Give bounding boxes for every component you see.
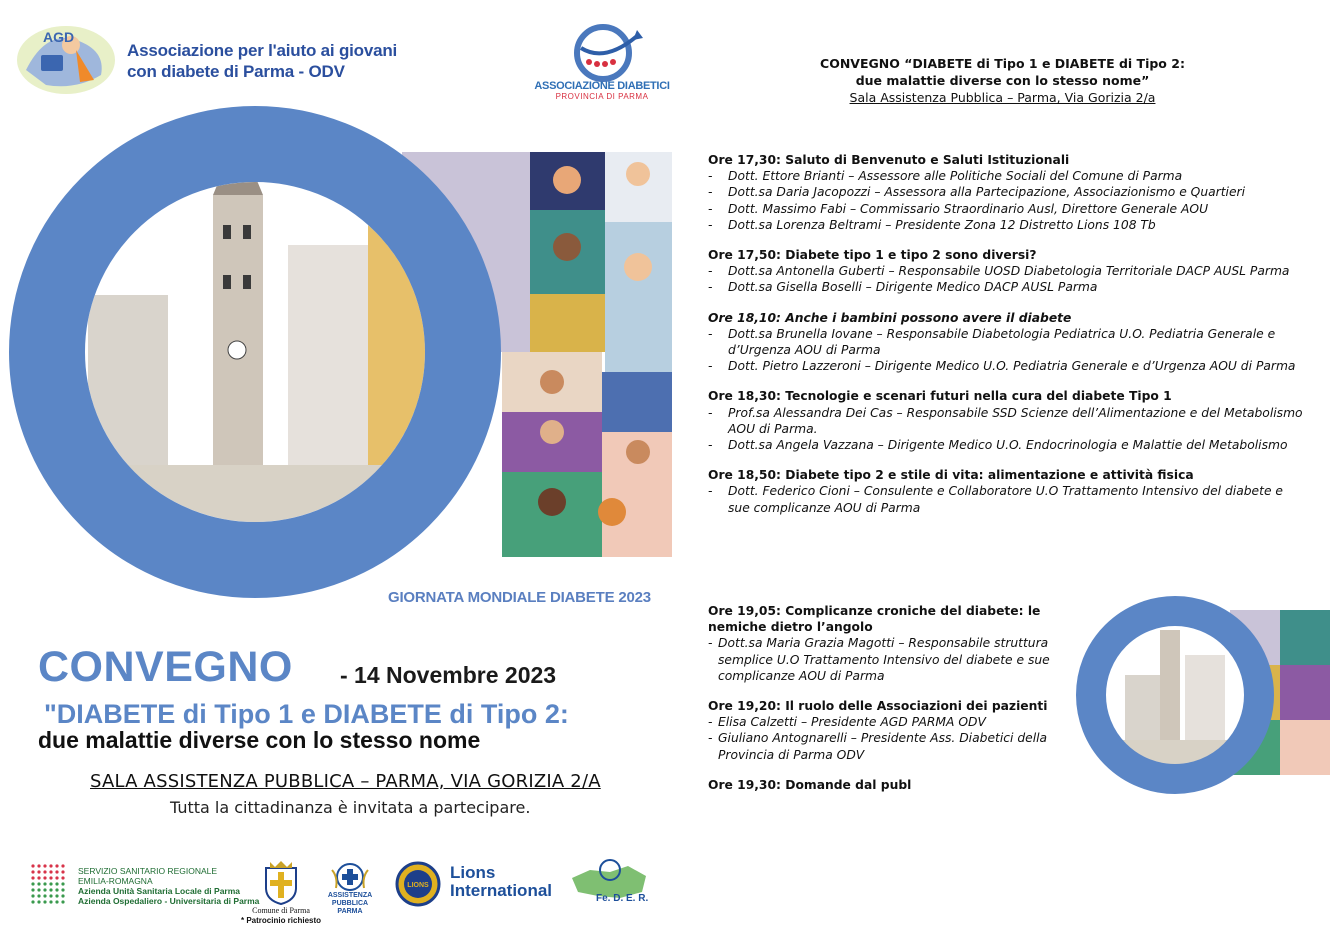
program-slot (708, 777, 1076, 793)
program-slot-title: Ore 18,10: Anche i bambini possono avere il diabete (708, 310, 1072, 325)
program-header-venue: Sala Assistenza Pubblica – Parma, Via Gorizia 2/a (849, 90, 1156, 105)
program-speaker-text: Dott. Pietro Lazzeroni – Dirigente Medico U.O. Pediatria Generale e d’Urgenza AOU di Parma (728, 359, 1296, 374)
program-slot (708, 310, 1308, 375)
bullet-dash: - (708, 185, 713, 200)
ap-line1: ASSISTENZA (327, 892, 373, 899)
program-slot (708, 152, 1308, 233)
program-speaker (708, 201, 1308, 217)
bullet-dash: - (708, 201, 713, 216)
small-blue-ring-illustration (1075, 595, 1275, 795)
program-speaker (708, 730, 1076, 762)
lions-badge-text: LIONS (407, 882, 429, 889)
program-speaker (708, 168, 1308, 184)
program-speaker (708, 483, 1308, 515)
agd-association-name (127, 40, 397, 82)
program-speaker-text: Prof.sa Alessandra Dei Cas – Responsabile SSD Scienze dell’Alimentazione e del Metabolismo AOU di Parma. (728, 405, 1303, 436)
feder-label: Fe. D. E. R. (596, 893, 649, 904)
ssr-line4: Azienda Ospedaliero - Universitaria di Parma (78, 896, 260, 906)
ap-line2: PUBBLICA (331, 900, 369, 907)
ssr-text (78, 866, 259, 906)
program-speaker (708, 437, 1308, 453)
program-slot-title: Ore 18,30: Tecnologie e scenari futuri nella cura del diabete Tipo 1 (708, 389, 1172, 404)
ssr-line1: SERVIZIO SANITARIO REGIONALE (78, 866, 218, 876)
agd-name-line1: Associazione per l'aiuto ai giovani (127, 41, 398, 60)
program-schedule (708, 152, 1308, 530)
program-speaker-text: Elisa Calzetti – Presidente AGD PARMA ODV (718, 715, 986, 730)
lions-international-label (450, 864, 552, 900)
program-speaker (708, 358, 1308, 374)
program-slot-title: Ore 17,50: Diabete tipo 1 e tipo 2 sono diversi? (708, 248, 1037, 263)
program-slot (708, 698, 1076, 763)
program-schedule-continued (708, 603, 1076, 807)
program-speaker (708, 217, 1308, 233)
program-speaker (708, 184, 1308, 200)
program-slot-title: Ore 17,30: Saluto di Benvenuto e Saluti Istituzionali (708, 153, 1070, 167)
bullet-dash: - (708, 438, 713, 453)
assistenza-pubblica-logo (330, 860, 370, 894)
bullet-dash: - (708, 169, 713, 184)
convegno-title-line2: due malattie diverse con lo stesso nome (38, 727, 481, 753)
program-speaker (708, 326, 1308, 358)
convegno-title-line1: "DIABETE di Tipo 1 e DIABETE di Tipo 2: (44, 699, 569, 729)
program-slot-title: Ore 18,50: Diabete tipo 2 e stile di vita: alimentazione e attività fisica (708, 468, 1194, 483)
assoc-name-line2: PROVINCIA DI PARMA (555, 92, 649, 101)
lions-line2: International (450, 881, 553, 900)
lions-international-emblem-icon (394, 861, 442, 907)
program-header-title2: due malattie diverse con lo stesso nome” (855, 73, 1150, 88)
assistenza-pubblica-label (325, 892, 375, 916)
program-speaker-text: Dott.sa Daria Jacopozzi – Assessora alla Partecipazione, Associazionismo e Quartieri (728, 185, 1246, 200)
program-slot (708, 388, 1308, 453)
bullet-dash: - (708, 636, 713, 651)
bullet-dash: - (708, 280, 713, 295)
program-speaker-text: Dott. Federico Cioni – Consulente e Collaboratore U.O Trattamento Intensivo del diabete e sue complicanze AOU di Parma (728, 484, 1283, 515)
program-speaker (708, 405, 1308, 437)
assoc-name-line1: ASSOCIAZIONE DIABETICI (534, 80, 670, 92)
convegno-date: - 14 Novembre 2023 (340, 662, 557, 688)
patrocinio-note: * Patrocinio richiesto (241, 916, 322, 925)
ssr-line3: Azienda Unità Sanitaria Locale di Parma (78, 886, 241, 896)
program-header-title1: CONVEGNO “DIABETE di Tipo 1 e DIABETE di Tipo 2: (820, 56, 1185, 71)
program-speaker-text: Dott. Massimo Fabi – Commissario Straordinario Ausl, Direttore Generale AOU (728, 201, 1209, 216)
program-speaker-text: Dott. Ettore Brianti – Assessore alle Politiche Sociali del Comune di Parma (728, 169, 1183, 184)
lions-line1: Lions (450, 863, 496, 882)
program-slot (708, 603, 1076, 684)
bullet-dash: - (708, 715, 713, 730)
ssr-line2: EMILIA-ROMAGNA (78, 876, 153, 886)
blue-ring-city-illustration (8, 105, 503, 600)
associazione-diabetici-name (532, 80, 672, 101)
bullet-dash: - (708, 217, 713, 232)
program-speaker-text: Dott.sa Brunella Iovane – Responsabile Diabetologia Pediatrica U.O. Pediatria Generale e d’Urgenza AOU di Parma (728, 326, 1276, 358)
agd-name-line2: con diabete di Parma - ODV (127, 62, 345, 81)
giornata-mondiale-label: GIORNATA MONDIALE DIABETE 2023 (388, 589, 651, 606)
bullet-dash: - (708, 326, 713, 341)
program-speaker (708, 635, 1076, 684)
bullet-dash: - (708, 405, 713, 420)
bullet-dash: - (708, 731, 713, 746)
convegno-invitation: Tutta la cittadinanza è invitata a partecipare. (170, 798, 531, 817)
program-speaker-text: Dott.sa Gisella Boselli – Dirigente Medico DACP AUSL Parma (728, 280, 1098, 295)
program-slot-title: Ore 19,30: Domande dal publ (708, 777, 912, 792)
agd-logo-text: AGD (43, 29, 75, 45)
convegno-heading: CONVEGNO (38, 643, 293, 691)
program-speaker (708, 263, 1308, 279)
bullet-dash: - (708, 484, 713, 499)
program-speaker-text: Dott.sa Angela Vazzana – Dirigente Medico U.O. Endocrinologia e Malattie del Metabolismo (728, 438, 1288, 453)
program-speaker-text: Dott.sa Maria Grazia Magotti – Responsabile struttura semplice U.O Trattamento Intensivo del diabete e sue complicanze AOU di Parma (718, 636, 1050, 683)
program-speaker (708, 714, 1076, 730)
program-slot-title: Ore 19,05: Complicanze croniche del diabete: le nemiche dietro l’angolo (708, 604, 1041, 635)
bullet-dash: - (708, 359, 713, 374)
program-slot (708, 247, 1308, 296)
program-slot (708, 467, 1308, 516)
comune-di-parma-crest-icon (258, 858, 304, 906)
program-header (760, 55, 1245, 106)
program-speaker-text: Giuliano Antognarelli – Presidente Ass. Diabetici della Provincia di Parma ODV (718, 731, 1048, 762)
bullet-dash: - (708, 264, 713, 279)
program-speaker-text: Dott.sa Lorenza Beltrami – Presidente Zona 12 Distretto Lions 108 Tb (728, 217, 1156, 232)
agd-logo (16, 20, 116, 95)
program-speaker (708, 279, 1308, 295)
comune-di-parma-label: Comune di Parma (252, 906, 310, 915)
ap-line3: PARMA (337, 908, 363, 915)
program-slot-title: Ore 19,20: Il ruolo delle Associazioni dei pazienti (708, 699, 1048, 714)
program-speaker-text: Dott.sa Antonella Guberti – Responsabile UOSD Diabetologia Territoriale DACP AUSL Parma (728, 264, 1290, 279)
convegno-venue: SALA ASSISTENZA PUBBLICA – PARMA, VIA GORIZIA 2/A (90, 771, 601, 792)
